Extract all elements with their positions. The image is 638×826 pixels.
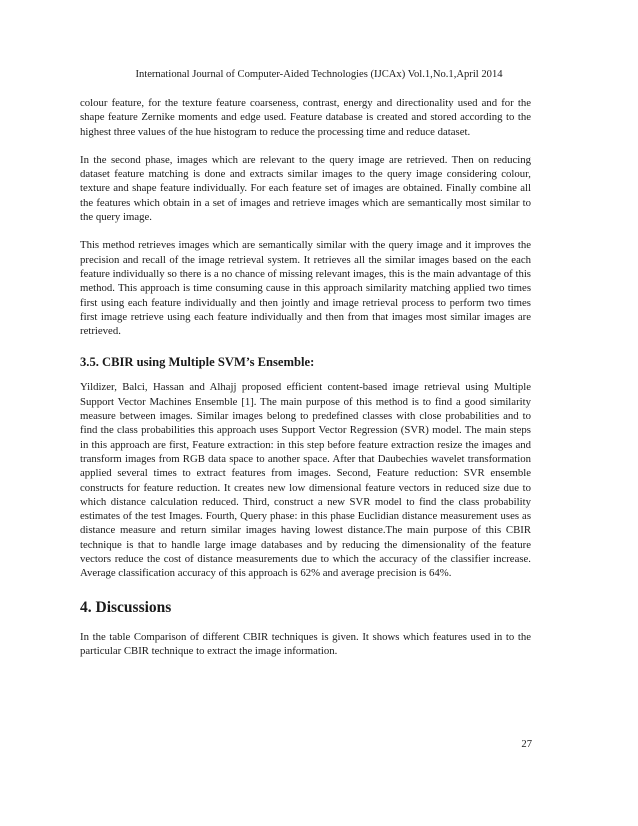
section-heading-3-5: 3.5. CBIR using Multiple SVM’s Ensemble: <box>80 355 315 370</box>
page-number: 27 <box>521 739 532 750</box>
paragraph-svm-ensemble: Yildizer, Balci, Hassan and Alhajj proposed efficient content-based image retrieval using Multiple Support Vector Machines Ensemble [1]. The main purpose of this method is to find a good similarity measure between images. Similar images belong to predefined classes with close probabilities and to find the class probabilities this approach uses Support Vector Regression (SVR) model. The main steps in this approach are first, Feature extraction: in this step before feature extraction resize the images and transform images from RGB data space to another space. After that Daubechies wavelet transformation applied several times to extract features from images. Second, Feature reduction: SVR ensemble constructs for feature reduction. It creates new low dimensional feature vectors in reduced size due to which distance calculation reduced. Third, construct a new SVR model to find the class probability estimates of the test Images. Fourth, Query phase: in this phase Euclidian distance measurement uses as distance measure and return similar images having lowest distance.The main purpose of this CBIR technique is that to handle large image databases and by reducing the dimensionality of the feature vectors reduce the cost of distance measurements due to which the accuracy of the classifier increase. Average classification accuracy of this approach is 62% and average precision is 64%. <box>80 381 531 580</box>
paragraph-discussions: In the table Comparison of different CBIR techniques is given. It shows which features used in to the particular CBIR technique to extract the image information. <box>80 630 531 657</box>
paragraph-second-phase: In the second phase, images which are relevant to the query image are retrieved. Then on reducing dataset feature matching is done and extracts similar images to the query image considering colour, texture and shape feature individually. For each feature set of images are obtained. Finally combine all the features which obtain in a set of images and retrieve images which are semantically most similar to the query image. <box>80 153 531 224</box>
section-heading-discussions: 4. Discussions <box>80 598 172 616</box>
page-body <box>80 96 531 658</box>
paragraph-method-advantages: This method retrieves images which are semantically similar with the query image and it improves the precision and recall of the image retrieval system. It retrieves all the similar images based on the each feature individually so there is a no chance of missing relevant images, this is the main advantage of this method. This approach is time consuming cause in this approach similarity matching applied two times first using each feature individually and then jointly and image retrieval process to perform two times first image retrieve using each feature individually and then from that images most similar images are retrieved. <box>80 239 531 338</box>
running-header: International Journal of Computer-Aided Technologies (IJCAx) Vol.1,No.1,April 2014 <box>135 69 503 80</box>
paragraph-feature-database: colour feature, for the texture feature coarseness, contrast, energy and directionality used and for the shape feature Zernike moments and edge used. Feature database is created and stored according to the highest three values of the hue histogram to reduce the processing time and reduce dataset. <box>80 97 531 138</box>
